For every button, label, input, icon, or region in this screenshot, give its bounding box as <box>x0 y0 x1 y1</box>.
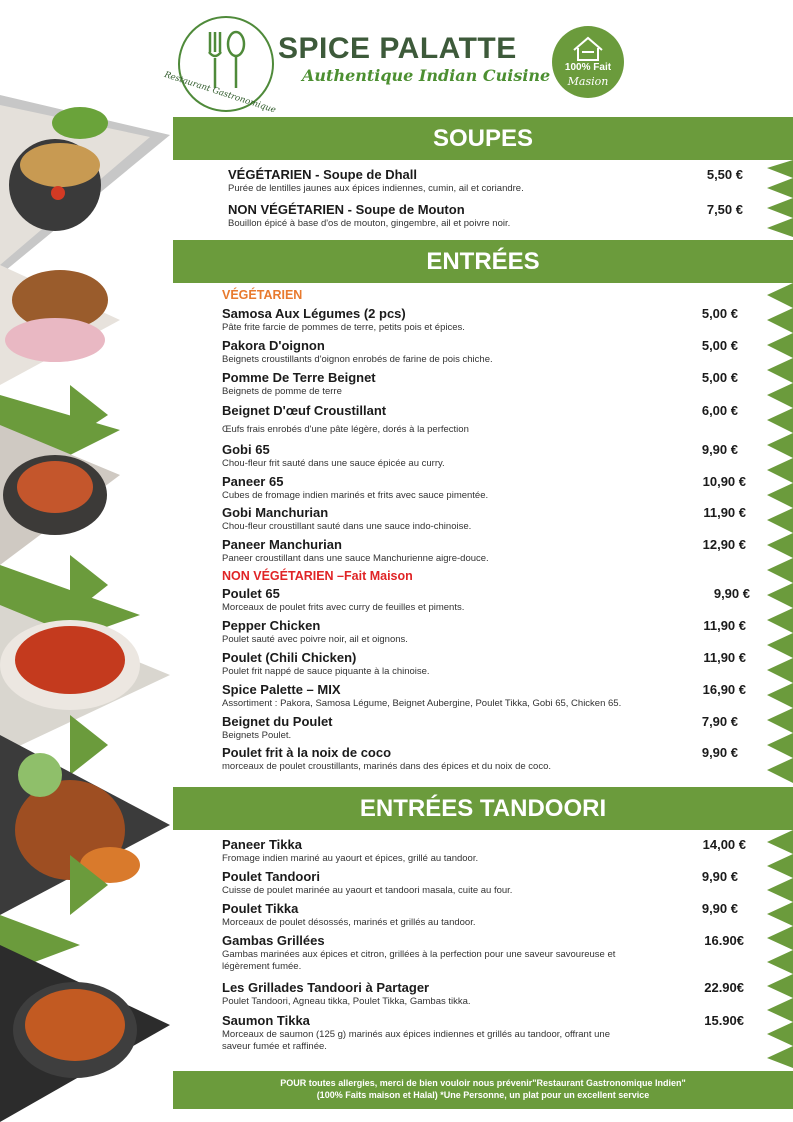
section-tandoori-header <box>173 787 793 830</box>
menu-item: Les Grillades Tandoori à Partager Poulet Tandoori, Agneau tikka, Poulet Tikka, Gambas tikka. 22.90€ <box>222 980 744 1007</box>
menu-item: Pomme De Terre Beignet Beignets de pomme de terre 5,00 € <box>222 370 738 397</box>
house-icon <box>552 30 624 64</box>
menu-item: Gobi Manchurian Chou-fleur croustillant sauté dans une sauce indo-chinoise. 11,90 € <box>222 505 746 532</box>
brand-subtitle: Authentique Indian Cuisine <box>302 66 551 85</box>
section-title: ENTRÉES TANDOORI <box>359 795 607 822</box>
section-title: ENTRÉES <box>426 248 540 275</box>
menu-item: Poulet 65 Morceaux de poulet frits avec curry de feuilles et piments. 9,90 € <box>222 586 750 613</box>
menu-item: Paneer 65 Cubes de fromage indien marinés et frits avec sauce pimentée. 10,90 € <box>222 474 746 501</box>
logo-caption: Restaurant Gastronomique <box>162 70 277 116</box>
menu-item: Spice Palette – MIX Assortiment : Pakora, Samosa Légume, Beignet Aubergine, Poulet Tikka, Gobi 65, Chicken 65. 16,90 € <box>222 682 746 709</box>
section-soupes-header <box>173 117 793 160</box>
menu-item: Poulet (Chili Chicken) Poulet frit nappé de sauce piquante à la chinoise. 11,90 € <box>222 650 746 677</box>
menu-item: Beignet D'œuf Croustillant Œufs frais enrobés d'une pâte légère, dorés à la perfection 6,00 € <box>222 403 738 435</box>
menu-item: Paneer Manchurian Paneer croustillant dans une sauce Manchurienne aigre-douce. 12,90 € <box>222 537 746 564</box>
menu-item: Samosa Aux Légumes (2 pcs) Pâte frite farcie de pommes de terre, petits pois et épices. 5,00 € <box>222 306 738 333</box>
zigzag-edge <box>767 160 793 237</box>
menu-item: Pakora D'oignon Beignets croustillants d'oignon enrobés de farine de pois chiche. 5,00 € <box>222 338 738 365</box>
menu-item: Beignet du Poulet Beignets Poulet. 7,90 € <box>222 714 738 741</box>
menu-item: Paneer Tikka Fromage indien mariné au yaourt et épices, grillé au tandoor. 14,00 € <box>222 837 746 864</box>
section-title: SOUPES <box>432 125 534 152</box>
brand-title: SPICE PALATTE <box>278 32 517 65</box>
section-entrees-header <box>173 240 793 283</box>
left-photo-strip <box>0 95 172 1122</box>
menu-item: VÉGÉTARIEN - Soupe de Dhall Purée de lentilles jaunes aux épices indiennes, cumin, ail et coriandre. 5,50 € <box>228 167 743 194</box>
menu-item: Poulet Tikka Morceaux de poulet désossés, marinés et grillés au tandoor. 9,90 € <box>222 901 738 928</box>
homemade-badge <box>552 26 624 98</box>
badge-line-1: 100% Fait <box>564 62 612 73</box>
menu-item: Saumon Tikka Morceaux de saumon (125 g) marinés aux épices indiennes et grillés au tandoor, offrant une saveur fumée et raffinée. 15.90€ <box>222 1013 744 1052</box>
allergy-footer <box>173 1071 793 1109</box>
menu-item: Poulet frit à la noix de coco morceaux de poulet croustillants, marinés dans des épices et du noix de coco. 9,90 € <box>222 745 738 772</box>
badge-line-2: Masion <box>567 75 609 88</box>
zigzag-edge <box>767 830 793 1068</box>
menu-item: Pepper Chicken Poulet sauté avec poivre noir, ail et oignons. 11,90 € <box>222 618 746 645</box>
menu-item: Gambas Grillées Gambas marinées aux épices et citron, grillées à la perfection pour une saveur savoureuse et légèrement fumée. 16.90€ <box>222 933 744 972</box>
footer-line-1: POUR toutes allergies, merci de bien vouloir nous prévenir"Restaurant Gastronomique Indien" <box>280 1078 686 1088</box>
zigzag-edge <box>767 283 793 783</box>
footer-line-2: (100% Faits maison et Halal) *Une Personne, un plat pour un excellent service <box>316 1090 650 1100</box>
menu-item: NON VÉGÉTARIEN - Soupe de Mouton Bouillon épicé à base d'os de mouton, gingembre, ail et poivre noir. 7,50 € <box>228 202 743 229</box>
category-vegetarian: VÉGÉTARIEN <box>222 288 303 302</box>
menu-item: Poulet Tandoori Cuisse de poulet marinée au yaourt et tandoori masala, cuite au four. 9,90 € <box>222 869 738 896</box>
category-non-vegetarian: NON VÉGÉTARIEN –Fait Maison <box>222 569 413 583</box>
menu-item: Gobi 65 Chou-fleur frit sauté dans une sauce épicée au curry. 9,90 € <box>222 442 738 469</box>
decorative-triangles <box>0 95 172 1122</box>
